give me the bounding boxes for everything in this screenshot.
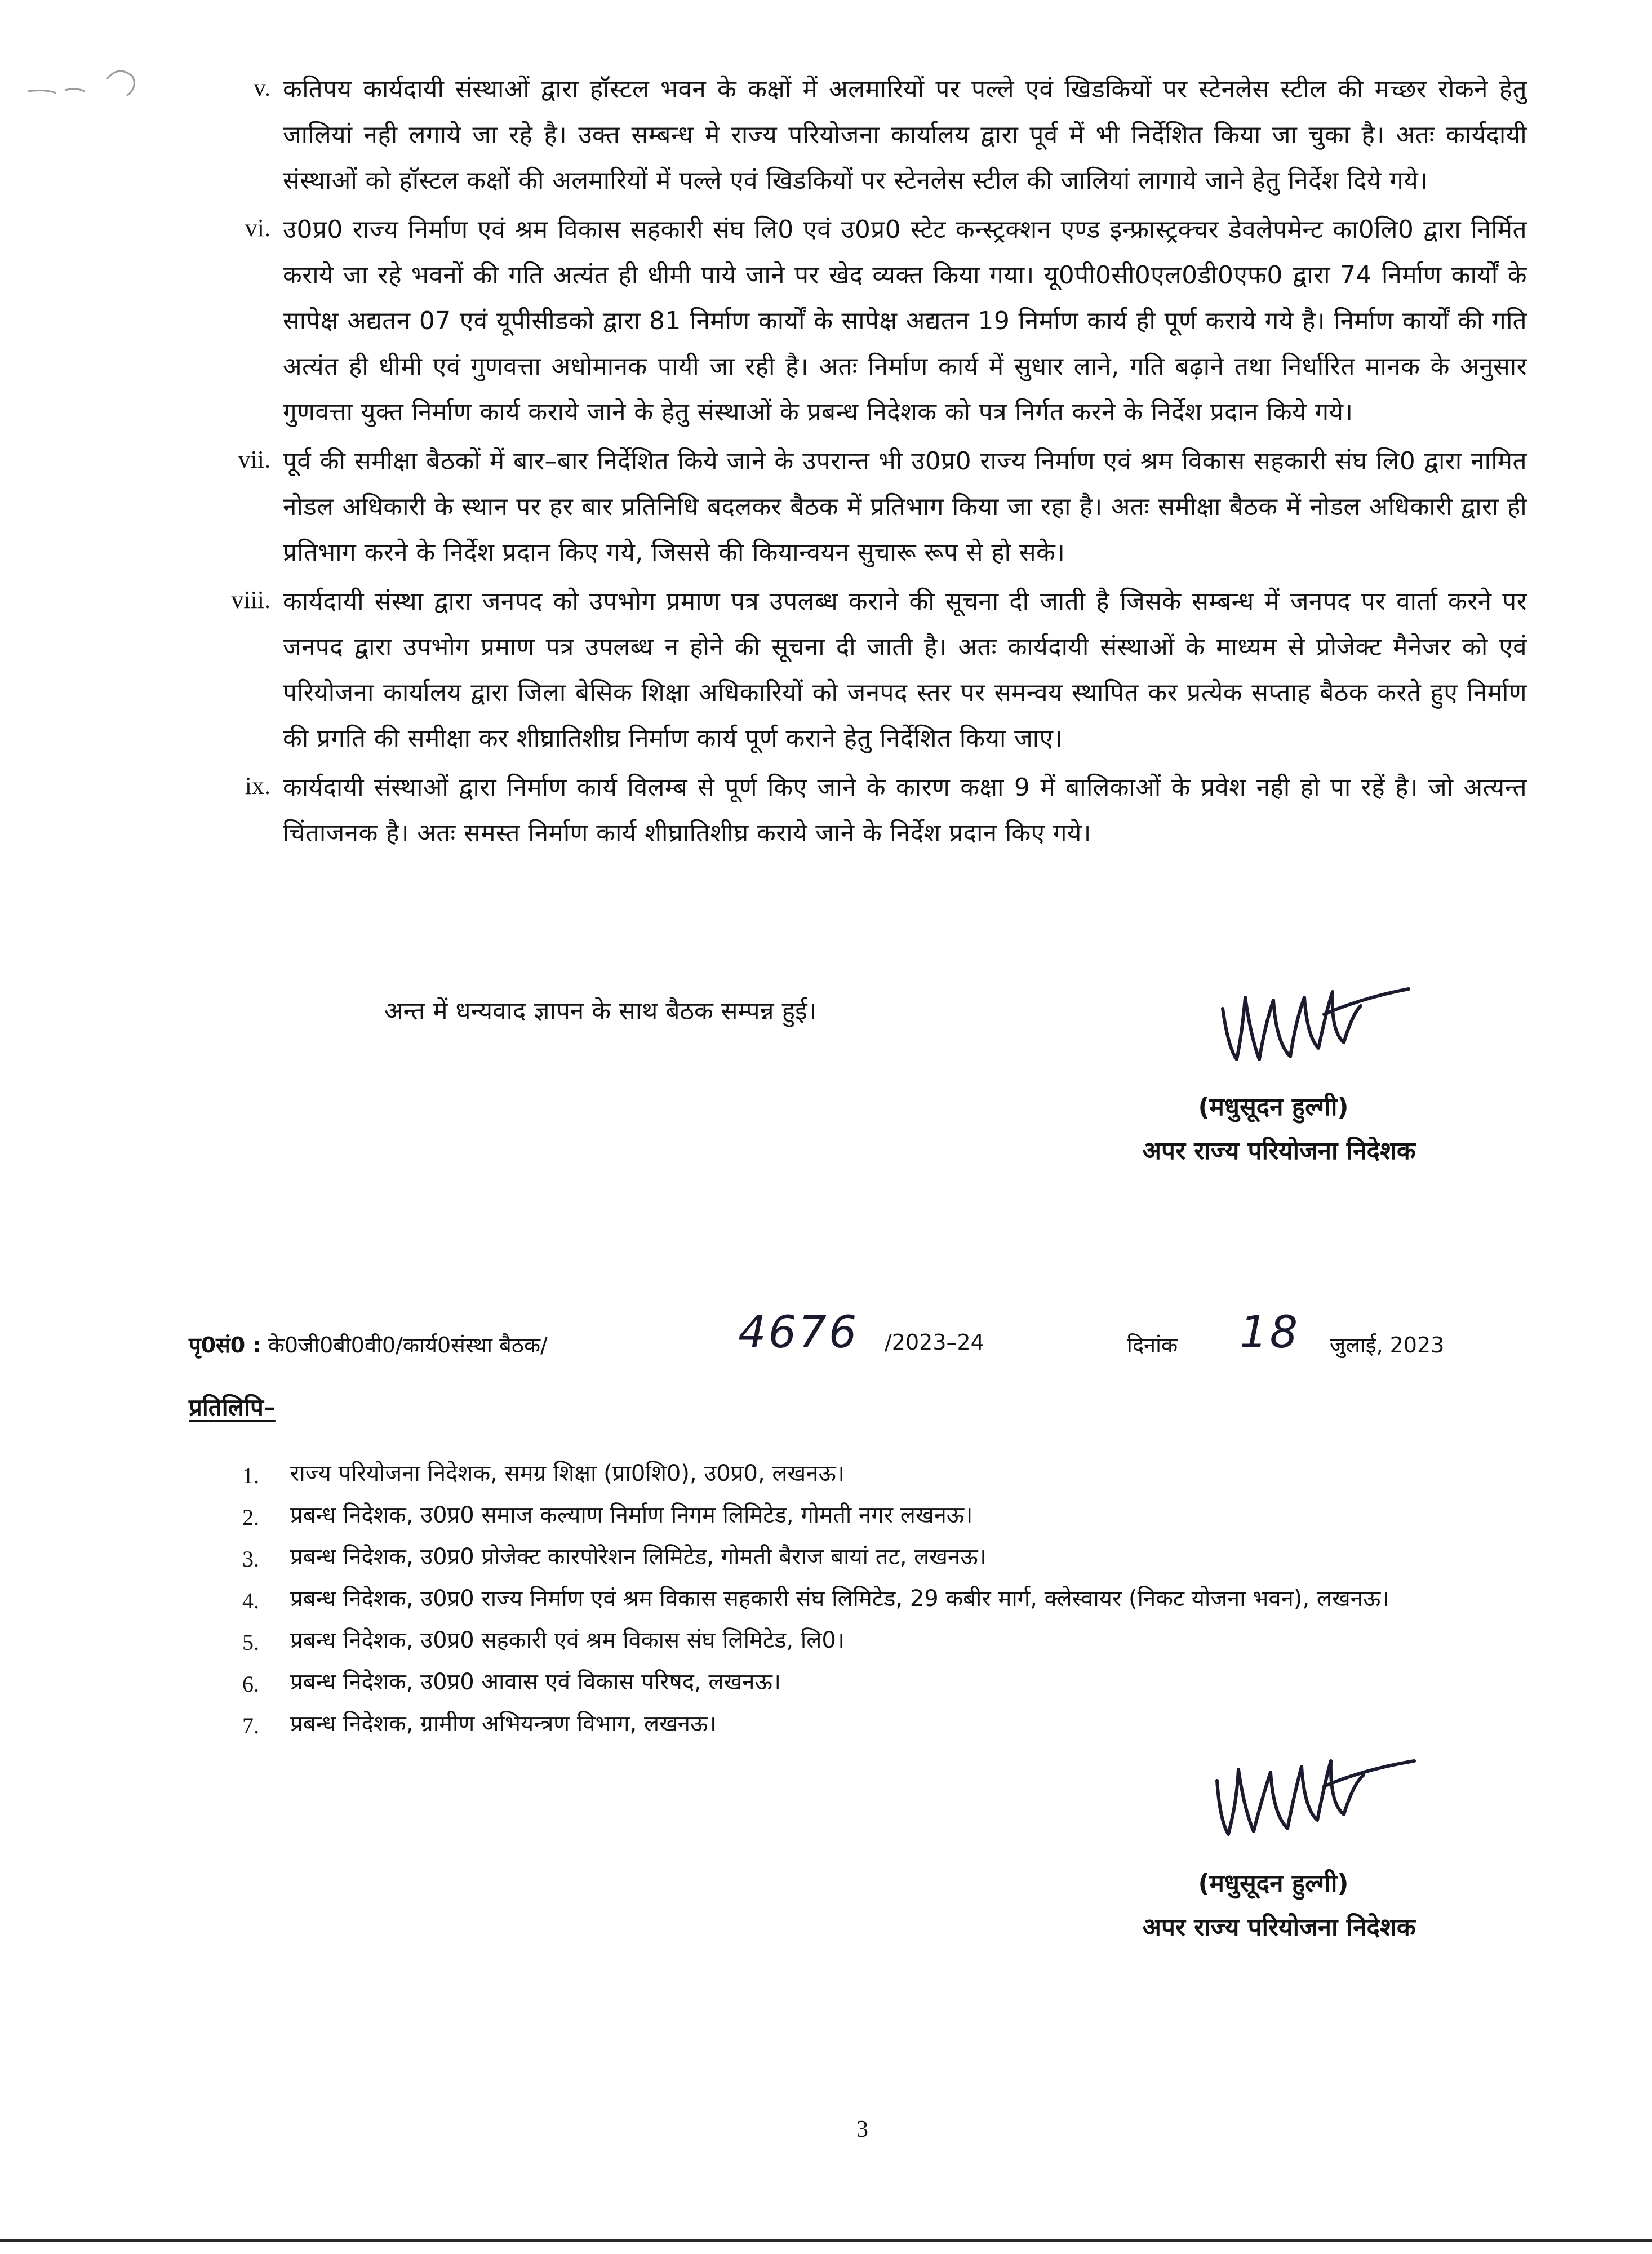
paragraph-item — [186, 765, 1527, 856]
signatory-designation: अपर राज्य परियोजना निदेशक — [1142, 1137, 1416, 1165]
reference-number: 4676 — [738, 1307, 859, 1358]
list-item — [242, 1537, 1538, 1577]
list-item-text: राज्य परियोजना निदेशक, समग्र शिक्षा (प्रा0शि0), उ0प्र0, लखनऊ। — [290, 1461, 845, 1487]
paragraph-text: कतिपय कार्यदायी संस्थाओं द्वारा हॉस्टल भवन के कक्षों में अलमारियों पर पल्ले एवं खिडकियों पर स्टेनलेस स्टील की मच्छर रोकने हेतु जालियां नही लगाये जा रहे है। उक्त सम्बन्ध मे राज्य परियोजना कार्यालय द्वारा पूर्व में भी निर्देशित किया जा चुका है। अतः कार्यदायी संस्थाओं को हॉस्टल कक्षों की अलमारियों में पल्ले एवं खिडकियों पर स्टेनलेस स्टील की जालियां लागाये जाने हेतु निर्देश दिये गये। — [283, 75, 1527, 195]
copy-heading: प्रतिलिपि– — [189, 1394, 276, 1421]
paragraph-number: ix. — [245, 772, 270, 800]
paragraph-item — [186, 438, 1527, 575]
paragraph-number: v. — [253, 74, 270, 101]
list-item-number: 2. — [242, 1505, 259, 1530]
scan-mark — [23, 62, 152, 107]
reference-year: /2023–24 — [885, 1330, 984, 1355]
list-item-text: प्रबन्ध निदेशक, उ0प्र0 प्रोजेक्ट कारपोरेशन लिमिटेड, गोमती बैराज बायां तट, लखनऊ। — [290, 1544, 987, 1570]
signatory-designation: अपर राज्य परियोजना निदेशक — [1142, 1913, 1416, 1942]
paragraph-item — [186, 579, 1527, 761]
date-day: 18 — [1240, 1307, 1300, 1358]
list-item-number: 5. — [242, 1630, 259, 1655]
paragraph-text: कार्यदायी संस्था द्वारा जनपद को उपभोग प्रमाण पत्र उपलब्ध कराने की सूचना दी जाती है जिसके सम्बन्ध में जनपद पर वार्ता करने पर जनपद द्वारा उपभोग प्रमाण पत्र उपलब्ध न होने की सूचना दी जाती है। अतः कार्यदायी संस्थाओं के माध्यम से प्रोजेक्ट मैनेजर को एवं परियोजना कार्यालय द्वारा जिला बेसिक शिक्षा अधिकारियों को जनपद स्तर पर समन्वय स्थापित कर प्रत्येक सप्ताह बैठक करते हुए निर्माण की प्रगति की समीक्षा कर शीघ्रातिशीघ्र निर्माण कार्य पूर्ण कराने हेतु निर्देशित किया जाए। — [283, 587, 1527, 753]
list-item — [242, 1496, 1538, 1535]
list-item — [242, 1621, 1538, 1660]
date-month-year: जुलाई, 2023 — [1330, 1333, 1445, 1357]
list-item-text: प्रबन्ध निदेशक, ग्रामीण अभियन्त्रण विभाग, लखनऊ। — [290, 1711, 717, 1737]
date-label: दिनांक — [1127, 1333, 1178, 1357]
closing-line: अन्त में धन्यवाद ज्ञापन के साथ बैठक सम्पन्न हुई। — [384, 997, 817, 1026]
list-item — [242, 1662, 1538, 1702]
handwritten-signature — [1206, 1741, 1420, 1848]
list-item-number: 6. — [242, 1671, 259, 1697]
paragraph-number: vii. — [238, 446, 270, 473]
list-item-number: 4. — [242, 1588, 259, 1613]
paragraph-number: vi. — [245, 214, 270, 242]
paragraph-text: उ0प्र0 राज्य निर्माण एवं श्रम विकास सहकारी संघ लि0 एवं उ0प्र0 स्टेट कन्स्ट्रक्शन एण्ड इन्फ्रास्ट्रक्चर डेवलेपमेन्ट का0लि0 द्वारा निर्मित कराये जा रहे भवनों की गति अत्यंत ही धीमी पाये जाने पर खेद व्यक्त किया गया। यू0पी0सी0एल0डी0एफ0 द्वारा 74 निर्माण कार्यों के सापेक्ष अद्यतन 07 एवं यूपीसीडको द्वारा 81 निर्माण कार्यों के सापेक्ष अद्यतन 19 निर्माण कार्य ही पूर्ण कराये गये है। निर्माण कार्यों की गति अत्यंत ही धीमी एवं गुणवत्ता अधोमानक पायी जा रही है। अतः निर्माण कार्य में सुधार लाने, गति बढ़ाने तथा निर्धारित मानक के अनुसार गुणवत्ता युक्त निर्माण कार्य कराये जाने के हेतु संस्थाओं के प्रबन्ध निदेशक को पत्र निर्गत करने के निर्देश प्रदान किये गये। — [283, 215, 1527, 427]
signatory-name: (मधुसूदन हुल्गी) — [1198, 1093, 1349, 1121]
list-item-number: 7. — [242, 1713, 259, 1738]
list-item — [242, 1704, 1538, 1743]
list-item-text: प्रबन्ध निदेशक, उ0प्र0 आवास एवं विकास परिषद, लखनऊ। — [290, 1669, 781, 1695]
list-item — [242, 1579, 1538, 1618]
list-item-number: 1. — [242, 1463, 259, 1488]
paragraph-text: कार्यदायी संस्थाओं द्वारा निर्माण कार्य विलम्ब से पूर्ण किए जाने के कारण कक्षा 9 में बालिकाओं के प्रवेश नही हो पा रहें है। जो अत्यन्त चिंताजनक है। अतः समस्त निर्माण कार्य शीघ्रातिशीघ्र कराये जाने के निर्देश प्रदान किए गये। — [283, 773, 1527, 848]
reference-line — [189, 1330, 548, 1359]
reference-prefix: पृ0सं0 : — [189, 1333, 261, 1357]
handwritten-signature — [1211, 975, 1414, 1076]
list-item-text: प्रबन्ध निदेशक, उ0प्र0 समाज कल्याण निर्माण निगम लिमिटेड, गोमती नगर लखनऊ। — [290, 1502, 973, 1528]
list-item-number: 3. — [242, 1546, 259, 1572]
paragraph-text: पूर्व की समीक्षा बैठकों में बार–बार निर्देशित किये जाने के उपरान्त भी उ0प्र0 राज्य निर्माण एवं श्रम विकास सहकारी संघ लि0 द्वारा नामित नोडल अधिकारी के स्थान पर हर बार प्रतिनिधि बदलकर बैठक में प्रतिभाग किया जा रहा है। अतः समीक्षा बैठक में नोडल अधिकारी द्वारा ही प्रतिभाग करने के निर्देश प्रदान किए गये, जिससे की कियान्वयन सुचारू रूप से हो सके। — [283, 447, 1527, 567]
list-item — [242, 1454, 1538, 1493]
list-item-text: प्रबन्ध निदेशक, उ0प्र0 राज्य निर्माण एवं श्रम विकास सहकारी संघ लिमिटेड, 29 कबीर मार्ग, क्लेस्वायर (निकट योजना भवन), लखनऊ। — [290, 1586, 1389, 1612]
paragraph-item — [186, 207, 1527, 435]
signatory-name: (मधुसूदन हुल्गी) — [1198, 1869, 1349, 1898]
scan-edge-line — [0, 2239, 1652, 2242]
reference-file: के0जी0बी0वी0/कार्य0संस्था बैठक/ — [268, 1333, 548, 1357]
list-item-text: प्रबन्ध निदेशक, उ0प्र0 सहकारी एवं श्रम विकास संघ लिमिटेड, लि0। — [290, 1627, 845, 1653]
paragraph-list — [186, 66, 1527, 859]
page-number: 3 — [856, 2117, 868, 2142]
copy-list — [242, 1454, 1538, 1746]
paragraph-item — [186, 66, 1527, 203]
paragraph-number: viii. — [231, 586, 270, 614]
